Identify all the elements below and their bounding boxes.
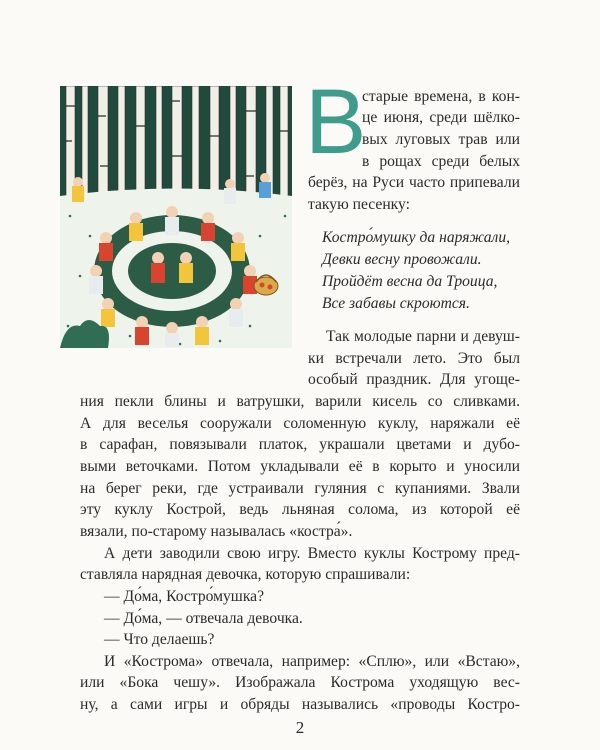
intro-line: такую песенку:	[308, 196, 410, 213]
paragraph-line: или «Бока чешу». Изображала Кострома уходящую вес-	[80, 674, 520, 691]
paragraph-line: ну, а сами игры и обряды назывались «проводы Костро-	[80, 696, 520, 713]
verse-line: Все забавы скроются.	[322, 295, 470, 312]
verse-line: Девки весну провожали.	[322, 251, 482, 268]
paragraph-line: А дети заводили свою игру. Вместо куклы Кострому пред-	[104, 545, 520, 562]
intro-line: старые времена, в кон-	[362, 88, 520, 105]
paragraph-line: в сарафан, повязывали платок, украшали цветами и дубо-	[80, 436, 520, 453]
page-number: 2	[295, 718, 305, 737]
paragraph-line: А для веселья сооружали соломенную куклу, наряжали её	[80, 415, 520, 432]
round-dance-illustration	[60, 86, 292, 348]
dialog-line: — Что делаешь?	[104, 631, 215, 648]
paragraph-line: И «Кострома» отвечала, например: «Сплю», или «Встаю»,	[104, 653, 520, 670]
paragraph-line: особый праздник. Для угоще-	[308, 371, 520, 388]
paragraph-line: ставляла нарядная девочка, которую спрашивали:	[80, 566, 411, 583]
paragraph-line: выми веточками. Потом укладывали её в корыто и уносили	[80, 458, 520, 475]
paragraph-line: ки встречали лето. Это был	[308, 350, 520, 367]
paragraph-line: Так молодые парни и девуш-	[326, 328, 520, 345]
verse-line: Костро́мушку да наряжали,	[322, 229, 511, 246]
verse-line: Пройдёт весна да Троица,	[322, 273, 498, 290]
drop-cap: В	[305, 71, 367, 173]
paragraph-line: ния пекли блины и ватрушки, варили кисель со сливками.	[80, 393, 520, 410]
intro-line: в рощах среди белых	[362, 153, 520, 170]
dialog-line: — До́ма, Костро́мушка?	[104, 588, 264, 605]
paragraph-line: эту куклу Кострой, ведь льняная солома, из которой её	[80, 501, 520, 518]
intro-line: вых луговых трав или	[362, 131, 520, 148]
intro-line: це июня, среди шёлко-	[362, 109, 520, 126]
paragraph-line: на берег реки, где устраивали гуляния с купаниями. Звали	[80, 480, 520, 497]
paragraph-line: вязали, по-старому называлась «костра́».	[80, 523, 353, 540]
dialog-line: — До́ма, — отвечала девочка.	[104, 610, 303, 627]
intro-line: берёз, на Руси часто припевали	[308, 174, 520, 191]
